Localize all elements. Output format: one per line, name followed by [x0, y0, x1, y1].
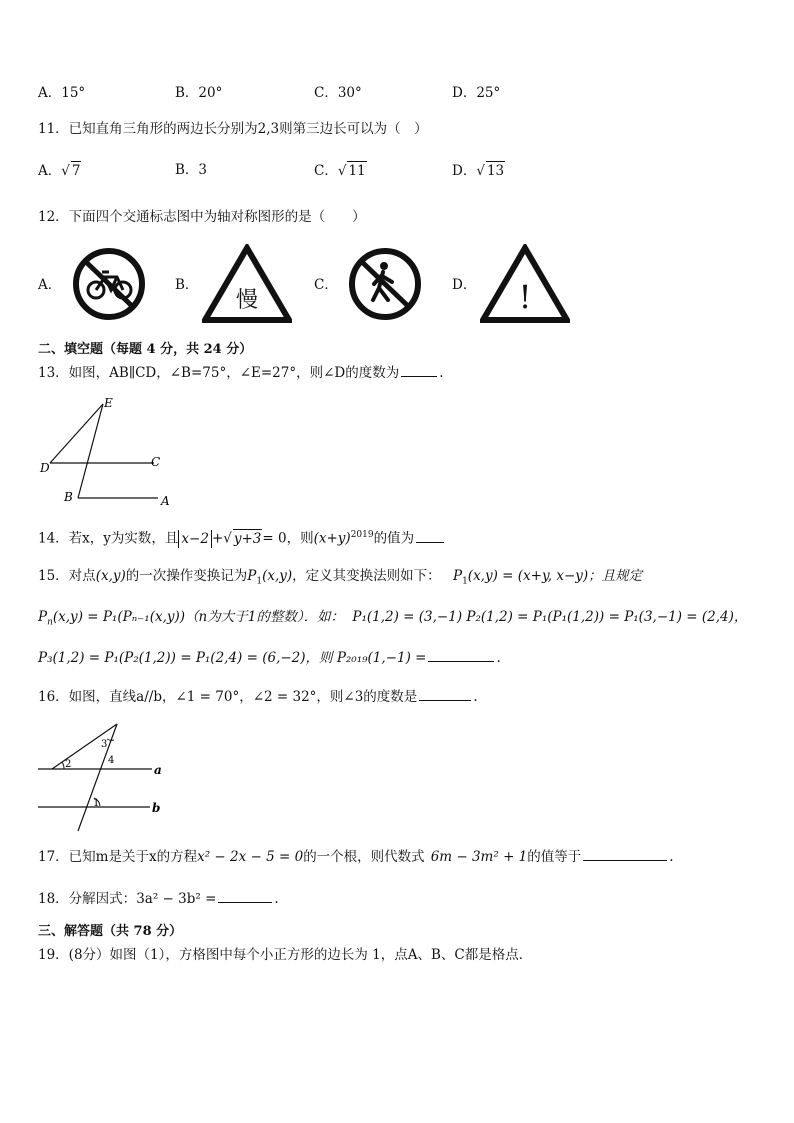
no-pedestrian-sign-icon [346, 246, 424, 322]
q13-stem: 13．如图，AB∥CD，∠B=75°，∠E=27°，则∠D的度数为 . [38, 365, 444, 381]
q17-stem: 17．已知m是关于x的方程x² − 2x − 5 = 0的一个根，则代数式 6m − 3m² + 1的值等于 . [38, 849, 674, 865]
no-bicycle-sign-icon [69, 246, 149, 322]
svg-text:b: b [152, 801, 161, 815]
svg-text:A: A [161, 494, 170, 508]
q12-option-a-letter: A． [38, 277, 62, 293]
q11-option-c: C．√ 11 [314, 163, 366, 179]
q12-option-b-letter: B． [175, 277, 199, 293]
svg-text:3: 3 [101, 739, 108, 750]
q10-option-b: B．20° [175, 85, 223, 101]
q15-answer-blank [428, 649, 494, 662]
svg-text:B: B [64, 490, 73, 504]
q10-option-c: C．30° [314, 85, 362, 101]
slow-warning-sign-icon [202, 244, 292, 324]
q14-answer-blank [416, 530, 444, 543]
svg-text:1: 1 [93, 798, 100, 809]
q16-figure [34, 718, 174, 836]
section-3-heading: 三、解答题（共 78 分） [38, 924, 183, 939]
q10-option-d: D．25° [452, 85, 501, 101]
q15-line-3: P₃(1,2) = P₁(P₂(1,2)) = P₁(2,4) = (6,−2)，则 P₂₀₁₉(1,−1) = . [38, 650, 501, 666]
section-2-heading: 二、填空题（每题 4 分，共 24 分） [38, 342, 253, 357]
caution-sign-character: ! [518, 278, 532, 316]
svg-text:4: 4 [108, 755, 115, 766]
svg-text:2: 2 [65, 759, 72, 770]
svg-text:E: E [104, 396, 113, 410]
q13-figure [36, 394, 176, 508]
q13-answer-blank [401, 364, 437, 377]
q12-stem: 12．下面四个交通标志图中为轴对称图形的是（ ） [38, 209, 366, 225]
q11-option-a: A．√ 7 [38, 163, 81, 179]
q16-stem: 16．如图，直线a//b，∠1 = 70°，∠2 = 32°，则∠3的度数是 . [38, 689, 478, 705]
q11-option-d: D．√ 13 [452, 163, 505, 179]
q12-option-c-letter: C． [314, 277, 338, 293]
svg-text:D: D [40, 461, 50, 475]
q19-stem: 19．(8分）如图（1），方格图中每个小正方形的边长为 1，点A、B、C都是格点． [38, 947, 533, 963]
svg-text:C: C [151, 455, 161, 469]
q16-answer-blank [419, 688, 471, 701]
q15-line-1: 15．对点(x,y)的一次操作变换记为$P_1(x,y)$，定义其变换法则如下： $P_1(x,y) = (x+y$, x−y)；且规定 [38, 568, 643, 587]
q18-answer-blank [218, 890, 272, 903]
q10-option-a: A．15° [38, 85, 86, 101]
q11-stem: 11．已知直角三角形的两边长分别为2,3则第三边长可以为（ ） [38, 121, 428, 137]
slow-sign-character: 慢 [235, 288, 259, 313]
caution-warning-sign-icon [480, 244, 570, 324]
q17-answer-blank [583, 848, 667, 861]
q15-line-2: $P_n(x,y) = P_1(P_{n-1}(x,y))(n$为大于1的整数）．如： P₁(1,2) = (3,−1) P₂(1,2) = P₁(P₁(1,2)) = P₁(3,−1) = (2,4)， [38, 609, 748, 628]
q11-option-b: B．3 [175, 162, 208, 178]
q12-option-d-letter: D． [452, 277, 477, 293]
q18-stem: 18．分解因式：3a² − 3b² = . [38, 891, 279, 907]
q14-stem: 14．若x，y为实数，且 x−2 +√ y+3= 0，则$(x+y)^{2019}$的值为 [38, 526, 446, 548]
svg-text:a: a [154, 763, 162, 777]
